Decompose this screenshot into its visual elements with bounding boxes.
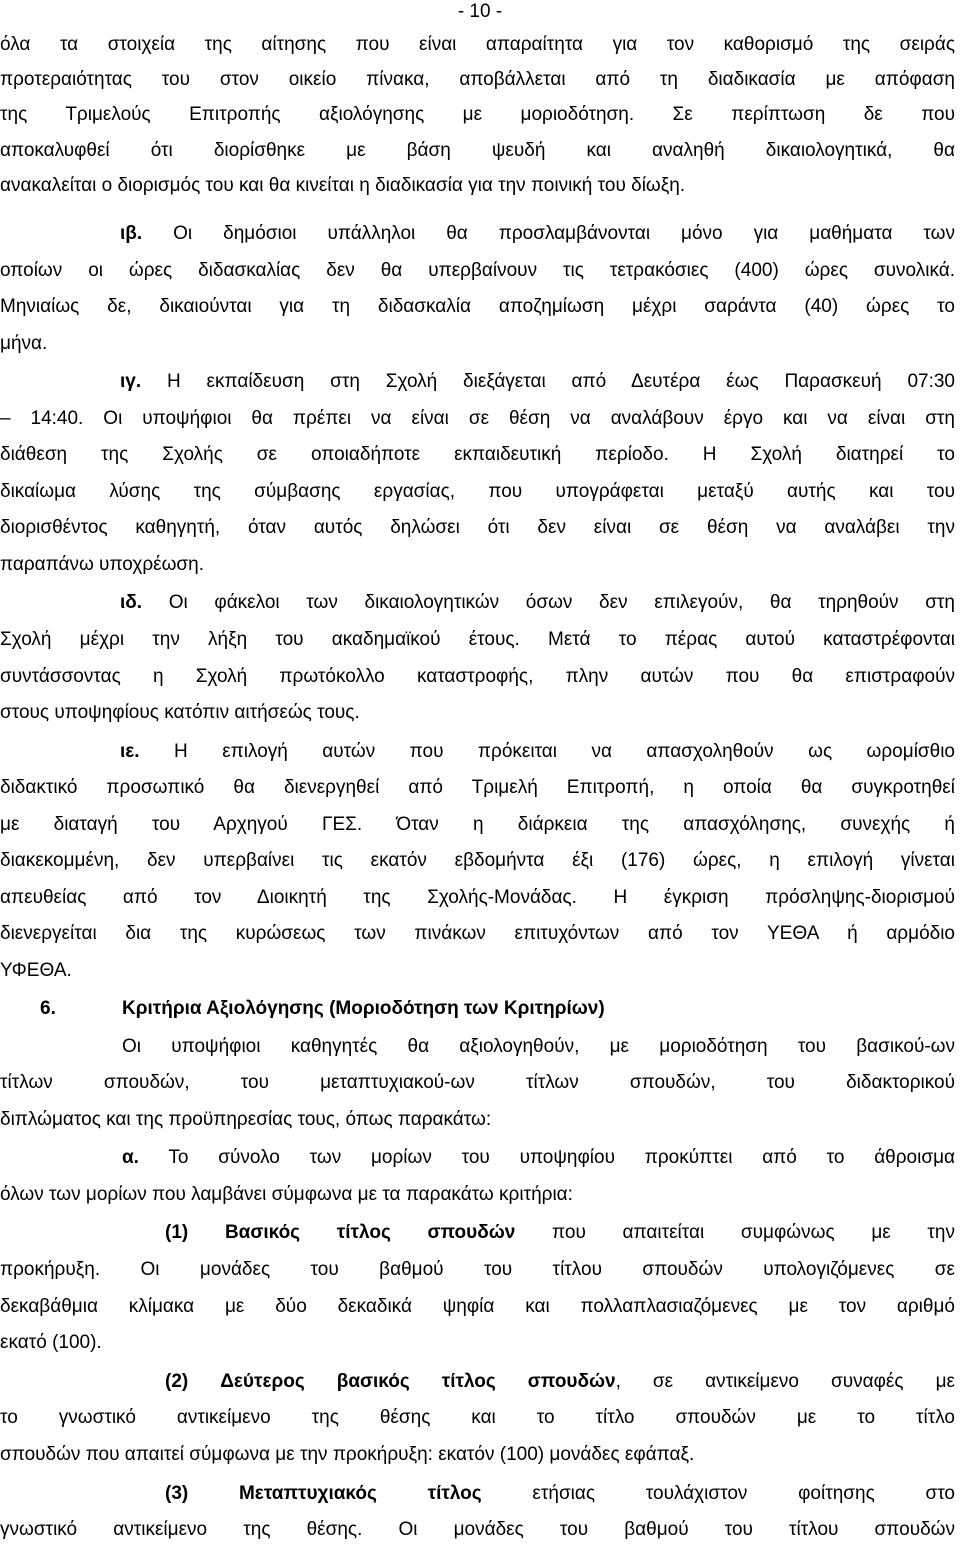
text-line: διορισθέντος καθηγητή, όταν αυτός δηλώσει ότι δεν είναι σε θέση να αναλάβει την [0,517,955,538]
criterion-2-first-line: (2) Δεύτερος βασικός τίτλος σπουδών, σε αντικείμενο συναφές με [165,1371,955,1392]
text-line: εκατό (100). [0,1332,102,1353]
text-line: μήνα. [0,333,48,354]
paragraph-ie-first-line: ιε. Η επιλογή αυτών που πρόκειται να απασχοληθούν ως ωρομίσθιο [120,741,955,762]
text-line: Σχολή μέχρι την λήξη του ακαδημαϊκού έτους. Μετά το πέρας αυτού καταστρέφονται [0,629,955,650]
item-marker: α. [122,1147,139,1168]
item-marker: ιβ. [120,223,143,244]
text-line: απευθείας από τον Διοικητή της Σχολής-Μονάδας. Η έγκριση πρόσληψης-διορισμού [0,887,955,908]
paragraph-id-first-line: ιδ. Οι φάκελοι των δικαιολογητικών όσων δεν επιλεγούν, θα τηρηθούν στη [120,592,955,613]
text-line: δεκαβάθμια κλίμακα με δύο δεκαδικά ψηφία και πολλαπλασιαζόμενες με τον αριθμό [0,1296,955,1317]
criterion-number: (1) [165,1222,189,1243]
text-line: τίτλων σπουδών, του μεταπτυχιακού-ων τίτλων σπουδών, του διδακτορικού [0,1072,955,1093]
text-line: δικαίωμα λύσης της σύμβασης εργασίας, που υπογράφεται μεταξύ αυτής και του [0,481,955,502]
text-line: διενεργείται δια της κυρώσεως των πινάκων επιτυχόντων από τον ΥΕΘΑ ή αρμόδιο [0,923,955,944]
paragraph-ib-first-line: ιβ. Οι δημόσιοι υπάλληλοι θα προσλαμβάνονται μόνο για μαθήματα των [120,223,956,244]
text-line: γνωστικό αντικείμενο της θέσης. Οι μονάδες του βαθμού του τίτλου σπουδών [0,1519,955,1540]
text-line: προτεραιότητας του στον οικείο πίνακα, αποβάλλεται από τη διαδικασία με απόφαση [0,69,955,90]
text-line: συντάσσοντας η Σχολή πρωτόκολλο καταστροφής, πλην αυτών που θα επιστραφούν [0,666,955,687]
criterion-3-first-line: (3) Μεταπτυχιακός τίτλος ετήσιας τουλάχιστον φοίτησης στο [165,1483,956,1504]
text-line: διπλώματος και της προϋπηρεσίας τους, όπως παρακάτω: [0,1109,492,1130]
item-marker: ιδ. [120,592,143,613]
text-line: διάθεση της Σχολής σε οποιαδήποτε εκπαιδευτική περίοδο. Η Σχολή διατηρεί το [0,444,955,465]
text-line: ΥΦΕΘΑ. [0,960,72,981]
text-line: αποκαλυφθεί ότι διορίσθηκε με βάση ψευδή και αναληθή δικαιολογητικά, θα [0,140,955,161]
text-line: – 14:40. Οι υποψήφιοι θα πρέπει να είναι σε θέση να αναλάβουν έργο και να είναι στη [0,408,955,429]
section-number: 6. [40,998,56,1019]
text-line: διδακτικό προσωπικό θα διενεργηθεί από Τριμελή Επιτροπή, η οποία θα συγκροτηθεί [0,777,955,798]
text-line: Οι υποψήφιοι καθηγητές θα αξιολογηθούν, με μοριοδότηση του βασικού-ων [122,1036,955,1057]
section-heading [40,996,955,1022]
text-line: ανακαλείται ο διορισμός του και θα κινείται η διαδικασία για την ποινική του δίωξη. [0,175,686,196]
text-line: της Τριμελούς Επιτροπής αξιολόγησης με μοριοδότηση. Σε περίπτωση δε που [0,104,955,125]
item-marker: ιγ. [120,371,142,392]
paragraph-a-first-line: α. Το σύνολο των μορίων του υποψηφίου προκύπτει από το άθροισμα [122,1147,956,1168]
text-line: όλων των μορίων που λαμβάνει σύμφωνα με τα παρακάτω κριτήρια: [0,1184,573,1205]
text-line: σπουδών που απαιτεί σύμφωνα με την προκήρυξη: εκατόν (100) μονάδες εφάπαξ. [0,1444,695,1465]
paragraph-ig-first-line: ιγ. Η εκπαίδευση στη Σχολή διεξάγεται από Δευτέρα έως Παρασκευή 07:30 [120,371,955,392]
criterion-title: Βασικός τίτλος σπουδών [224,1222,516,1243]
text-line: στους υποψηφίους κατόπιν αιτήσεώς τους. [0,702,360,723]
text-line: διακεκομμένη, δεν υπερβαίνει τις εκατόν εβδομήντα έξι (176) ώρες, η επιλογή γίνεται [0,850,955,871]
text-line: το γνωστικό αντικείμενο της θέσης και το τίτλο σπουδών με το τίτλο [0,1407,955,1428]
text-line: παραπάνω υποχρέωση. [0,554,204,575]
criterion-title: Δεύτερος βασικός τίτλος σπουδών [220,1371,616,1392]
criterion-number: (2) [165,1371,189,1392]
criterion-1-first-line: (1) Βασικός τίτλος σπουδών που απαιτείται συμφώνως με την [165,1222,955,1243]
text-line: προκήρυξη. Οι μονάδες του βαθμού του τίτλου σπουδών υπολογιζόμενες σε [0,1259,955,1280]
text-line: Μηνιαίως δε, δικαιούνται για τη διδασκαλία αποζημίωση μέχρι σαράντα (40) ώρες το [0,296,955,317]
text-line: με διαταγή του Αρχηγού ΓΕΣ. Όταν η διάρκεια της απασχόλησης, συνεχής ή [0,814,955,835]
criterion-title: Μεταπτυχιακός τίτλος [238,1483,482,1504]
text-line: οποίων οι ώρες διδασκαλίας δεν θα υπερβαίνουν τις τετρακόσιες (400) ώρες συνολικά. [0,260,955,281]
section-title: Κριτήρια Αξιολόγησης (Μοριοδότηση των Κριτηρίων) [122,998,605,1019]
item-marker: ιε. [120,741,140,762]
criterion-number: (3) [165,1483,189,1504]
page-number: - 10 - [457,1,503,22]
text-line: όλα τα στοιχεία της αίτησης που είναι απαραίτητα για τον καθορισμό της σειράς [0,34,955,55]
